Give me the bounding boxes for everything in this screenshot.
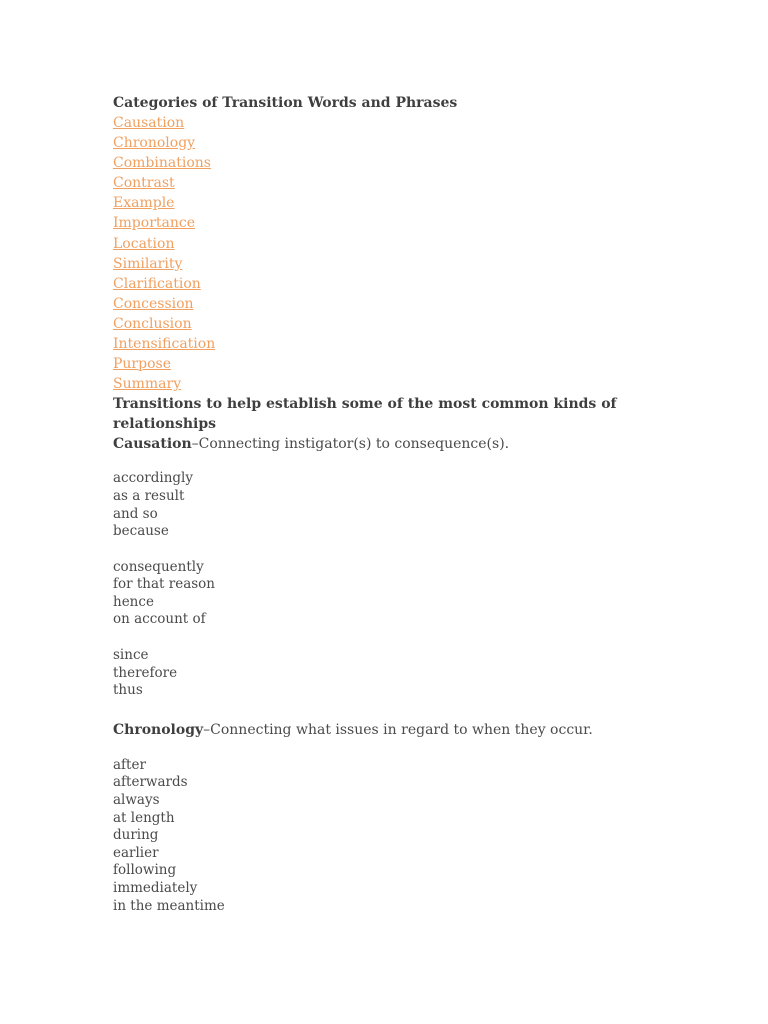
category-link-conclusion[interactable]: Conclusion bbox=[113, 315, 192, 332]
list-item: immediately bbox=[113, 880, 198, 896]
causation-group-2 bbox=[113, 559, 633, 629]
chronology-words bbox=[113, 757, 633, 915]
list-item bbox=[113, 173, 633, 193]
list-item: during bbox=[113, 827, 159, 844]
list-item bbox=[113, 213, 633, 233]
document-page bbox=[113, 93, 633, 915]
list-item bbox=[113, 334, 633, 354]
list-item: earlier bbox=[113, 844, 159, 861]
list-item bbox=[113, 113, 633, 133]
chronology-definition: –Connecting what issues in regard to when they occur. bbox=[203, 721, 593, 738]
category-link-purpose[interactable]: Purpose bbox=[113, 356, 171, 373]
list-item: accordingly bbox=[113, 470, 193, 487]
list-item bbox=[113, 133, 633, 153]
list-item: and so bbox=[113, 505, 158, 522]
list-item bbox=[113, 234, 633, 254]
spacer bbox=[113, 454, 633, 470]
categories-heading: Categories of Transition Words and Phrases bbox=[113, 95, 458, 111]
category-link-location[interactable]: Location bbox=[113, 235, 175, 252]
spacer bbox=[113, 740, 633, 757]
category-link-contrast[interactable]: Contrast bbox=[113, 175, 175, 192]
list-item bbox=[113, 274, 633, 294]
category-link-chronology[interactable]: Chronology bbox=[113, 135, 196, 152]
list-item bbox=[113, 193, 633, 213]
list-item bbox=[113, 294, 633, 314]
category-link-combinations[interactable]: Combinations bbox=[113, 155, 211, 172]
spacer bbox=[113, 541, 633, 559]
relationships-heading: Transitions to help establish some of the most common kinds of relationships bbox=[113, 396, 617, 433]
category-link-similarity[interactable]: Similarity bbox=[113, 255, 183, 272]
chronology-term: Chronology bbox=[113, 721, 204, 738]
list-item: after bbox=[113, 756, 146, 773]
categories-list bbox=[113, 113, 633, 394]
category-link-importance[interactable]: Importance bbox=[113, 215, 196, 232]
category-link-causation[interactable]: Causation bbox=[113, 115, 185, 131]
causation-definition: –Connecting instigator(s) to consequence(s). bbox=[191, 436, 510, 453]
list-item bbox=[113, 153, 633, 173]
list-item bbox=[113, 354, 633, 374]
list-item: afterwards bbox=[113, 774, 188, 791]
list-item: thus bbox=[113, 682, 143, 699]
list-item: since bbox=[113, 647, 149, 664]
list-item bbox=[113, 374, 633, 394]
spacer bbox=[113, 629, 633, 647]
category-link-intensification[interactable]: Intensification bbox=[113, 336, 216, 353]
causation-intro bbox=[113, 434, 633, 454]
list-item: at length bbox=[113, 809, 175, 826]
causation-group-1 bbox=[113, 470, 633, 540]
list-item: for that reason bbox=[113, 576, 215, 593]
spacer bbox=[113, 700, 633, 720]
list-item: in the meantime bbox=[113, 897, 225, 914]
category-link-concession[interactable]: Concession bbox=[113, 295, 194, 312]
list-item: hence bbox=[113, 593, 154, 610]
causation-term: Causation bbox=[113, 436, 192, 453]
list-item: following bbox=[113, 862, 177, 879]
list-item: therefore bbox=[113, 664, 178, 681]
list-item bbox=[113, 314, 633, 334]
category-link-clarification[interactable]: Clarification bbox=[113, 275, 201, 292]
category-link-example[interactable]: Example bbox=[113, 195, 175, 212]
list-item: because bbox=[113, 523, 169, 540]
chronology-intro bbox=[113, 720, 633, 740]
list-item: consequently bbox=[113, 558, 204, 575]
list-item: on account of bbox=[113, 611, 206, 628]
list-item bbox=[113, 254, 633, 274]
list-item: as a result bbox=[113, 487, 185, 504]
list-item: always bbox=[113, 792, 160, 809]
causation-group-3 bbox=[113, 647, 633, 700]
category-link-summary[interactable]: Summary bbox=[113, 376, 182, 393]
